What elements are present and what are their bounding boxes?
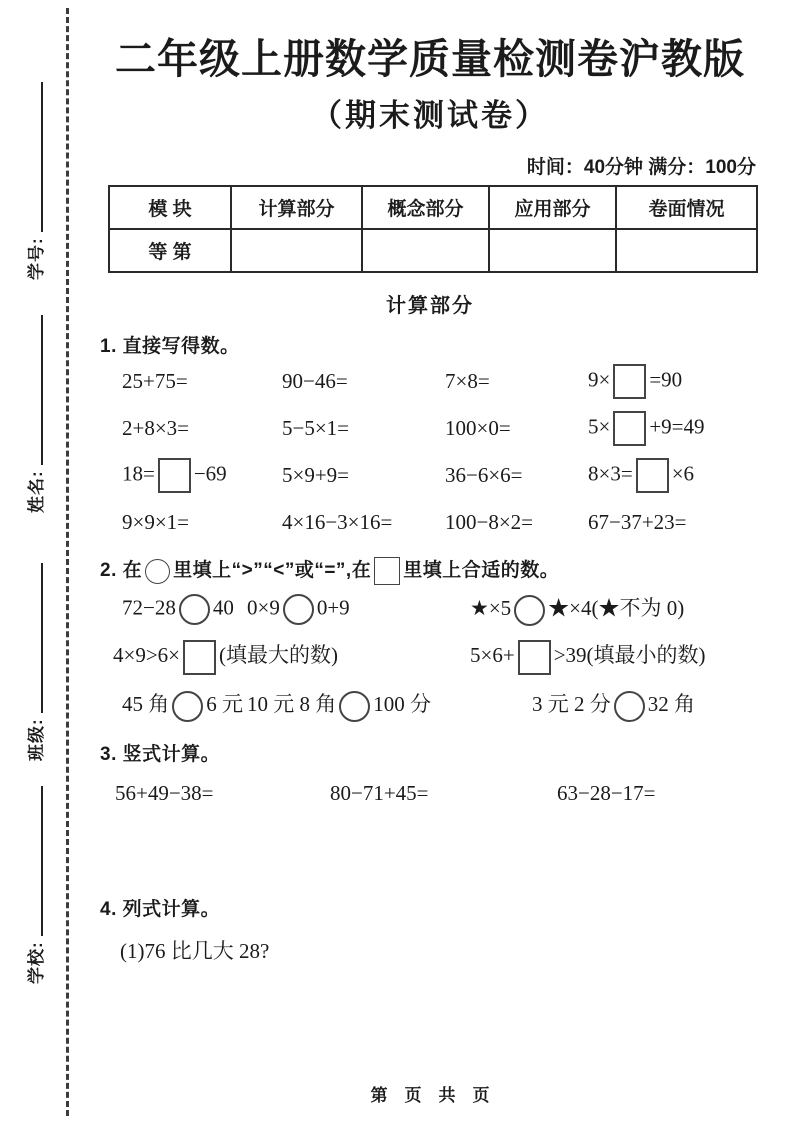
sidebar-field-school (25, 784, 47, 984)
question-3-title: 3. 竖式计算。 (100, 744, 221, 766)
comparison-circle (514, 595, 545, 626)
expression: 9× =90 (588, 364, 760, 399)
school-blank-line (39, 786, 43, 936)
answer-box (518, 640, 551, 675)
expression: 25+75= (122, 369, 188, 394)
expression: 67−37+23= (588, 510, 687, 535)
comparison-circle (145, 559, 170, 584)
expression: 0×9 0+9 (247, 594, 470, 625)
score-table (108, 185, 758, 273)
expression: 90−46= (282, 369, 348, 394)
expression: 80−71+45= (330, 780, 429, 805)
expression: 2+8×3= (122, 416, 190, 441)
score-header-application: 应用部分 (489, 186, 616, 229)
binding-dashed-line (66, 8, 69, 1116)
expression: 72−28 40 (122, 594, 247, 625)
comparison-circle (172, 691, 203, 722)
question-1-row-4 (100, 499, 760, 546)
score-header-module: 模 块 (109, 186, 231, 229)
expression: 36−6×6= (445, 463, 523, 488)
page-title: 二年级上册数学质量检测卷沪教版 (115, 36, 745, 82)
page-number-footer: 第 页 共 页 (370, 1086, 490, 1105)
question-2-title: 2. 在 里填上“>”“<”或“=”,在 里填上合适的数。 (100, 555, 760, 585)
section-title-calculation: 计算部分 (386, 295, 474, 318)
answer-box (613, 364, 646, 399)
page-subtitle: （期末测试卷） (311, 98, 549, 134)
grade-cell-neatness (616, 229, 757, 272)
expression: 63−28−17= (557, 780, 656, 805)
student-number-blank-line (39, 82, 43, 232)
expression: 18= −69 (122, 458, 282, 493)
expression: 8×3= ×6 (588, 458, 760, 493)
comparison-circle (614, 691, 645, 722)
answer-box (374, 557, 400, 585)
grade-row-label: 等 第 (109, 229, 231, 272)
expression: 56+49−38= (115, 780, 214, 805)
question-4-item-1: (1)76 比几大 28? (120, 939, 270, 964)
comparison-circle (179, 594, 210, 625)
question-1-row-3 (100, 452, 760, 499)
sidebar-field-student-number (25, 80, 47, 280)
grade-cell-application (489, 229, 616, 272)
grade-cell-concept (362, 229, 489, 272)
sidebar-field-name (25, 313, 47, 513)
comparison-circle (339, 691, 370, 722)
class-label: 班级: (27, 718, 46, 761)
expression: 7×8= (445, 369, 490, 394)
score-header-concept: 概念部分 (362, 186, 489, 229)
question-2-row-2 (100, 633, 760, 681)
score-header-calculation: 计算部分 (231, 186, 362, 229)
answer-box (636, 458, 669, 493)
question-1-row-1 (100, 358, 760, 405)
expression: 9×9×1= (122, 510, 190, 535)
sidebar-field-class (25, 561, 47, 761)
expression: 100×0= (445, 416, 511, 441)
answer-box (183, 640, 216, 675)
expression: 4×16−3×16= (282, 510, 393, 535)
expression: 5−5×1= (282, 416, 350, 441)
question-1-row-2 (100, 405, 760, 452)
expression: 100−8×2= (445, 510, 534, 535)
expression: 10 元 8 角 100 分 (247, 688, 532, 722)
expression: ★×5 ★×4(★不为 0) (470, 592, 760, 626)
student-number-label: 学号: (27, 237, 46, 280)
question-4-title: 4. 列式计算。 (100, 899, 221, 921)
expression: 45 角 6 元 (122, 688, 247, 722)
expression: 4×9>6× (填最大的数) (113, 639, 470, 675)
question-2-row-3 (100, 681, 760, 729)
question-3-work-area (100, 816, 760, 886)
school-label: 学校: (27, 941, 46, 984)
name-label: 姓名: (27, 470, 46, 513)
expression: 5× +9=49 (588, 411, 760, 446)
score-table-header-row (109, 186, 757, 229)
comparison-circle (283, 594, 314, 625)
answer-box (158, 458, 191, 493)
question-2-row-1 (100, 585, 760, 633)
name-blank-line (39, 315, 43, 465)
test-paper (100, 0, 760, 1122)
grade-cell-calculation (231, 229, 362, 272)
question-1-title: 1. 直接写得数。 (100, 336, 240, 358)
score-table-grade-row (109, 229, 757, 272)
time-and-score-info: 时间：40分钟 满分：100分 (526, 157, 756, 179)
score-header-neatness: 卷面情况 (616, 186, 757, 229)
class-blank-line (39, 563, 43, 713)
expression: 5×9+9= (282, 463, 350, 488)
question-3-row (100, 770, 760, 816)
answer-box (613, 411, 646, 446)
expression: 3 元 2 分 32 角 (532, 688, 760, 722)
expression: 5×6+ >39(填最小的数) (470, 639, 760, 675)
